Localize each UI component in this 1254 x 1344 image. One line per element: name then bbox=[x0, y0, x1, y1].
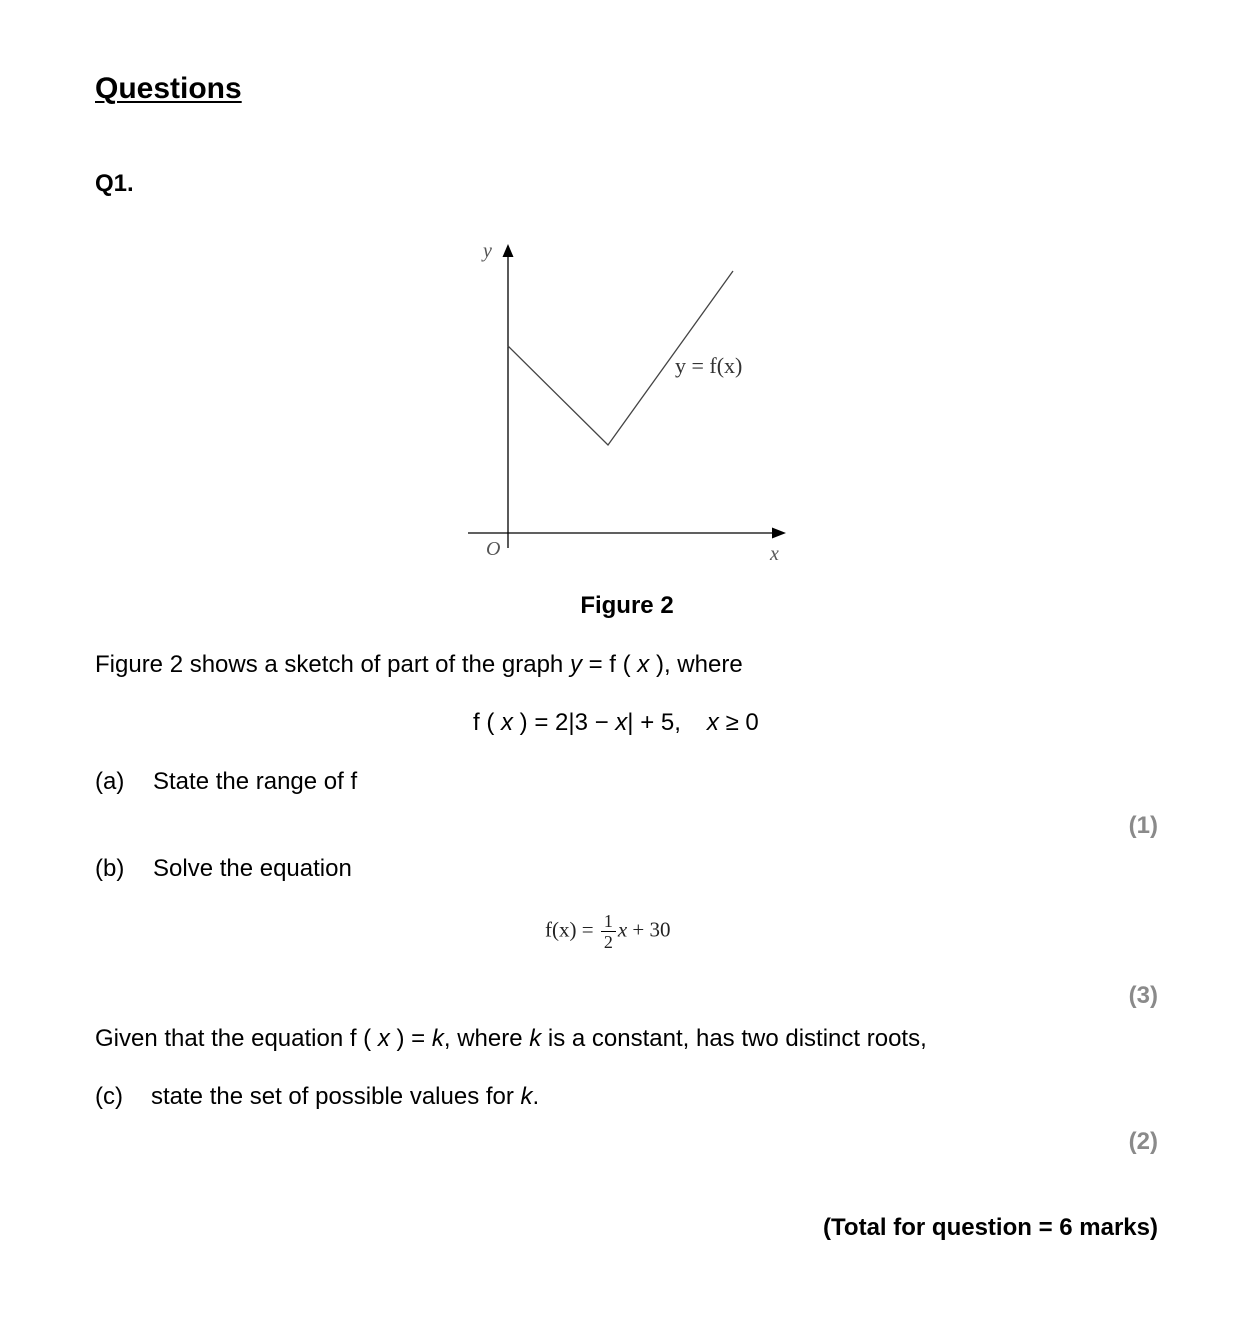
part-a-marks: (1) bbox=[1128, 812, 1158, 839]
part-b-label: (b) bbox=[95, 855, 125, 882]
question-number: Q1. bbox=[95, 170, 134, 197]
figure-caption: Figure 2 bbox=[580, 592, 674, 619]
x-axis-arrowhead bbox=[772, 528, 786, 539]
part-a bbox=[95, 768, 357, 796]
x-axis-label: x bbox=[770, 543, 779, 565]
part-b bbox=[95, 855, 352, 883]
fraction-one-half: $\frac{1}{2}$ bbox=[601, 912, 616, 951]
part-c: (c) state the set of possible values for k. bbox=[95, 1083, 540, 1110]
page-heading: Questions bbox=[95, 72, 242, 105]
origin-label: O bbox=[486, 538, 501, 560]
total-marks: (Total for question = 6 marks) bbox=[823, 1214, 1158, 1241]
given-sentence: Given that the equation f ( x ) = k, where k is a constant, has two distinct roots, bbox=[95, 1025, 927, 1052]
intro-sentence: Figure 2 shows a sketch of part of the graph y = f ( x ), where bbox=[95, 651, 743, 678]
y-axis-label: y bbox=[483, 240, 492, 262]
part-b-marks: (3) bbox=[1128, 982, 1158, 1009]
part-a-label: (a) bbox=[95, 768, 125, 795]
part-b-equation: f(x) = $\frac{1}{2}$ x + 30 bbox=[545, 911, 671, 952]
figure-2-graph bbox=[0, 0, 1254, 600]
part-c-label: (c) bbox=[95, 1083, 123, 1110]
curve-label: y = f(x) bbox=[675, 353, 743, 378]
part-a-text: State the range of f bbox=[153, 768, 358, 795]
y-axis-arrowhead bbox=[503, 244, 514, 257]
part-c-marks: (2) bbox=[1128, 1128, 1158, 1155]
function-definition: f ( x ) = 2|3 − x| + 5, x ≥ 0 bbox=[473, 709, 759, 736]
part-b-text: Solve the equation bbox=[153, 855, 352, 882]
